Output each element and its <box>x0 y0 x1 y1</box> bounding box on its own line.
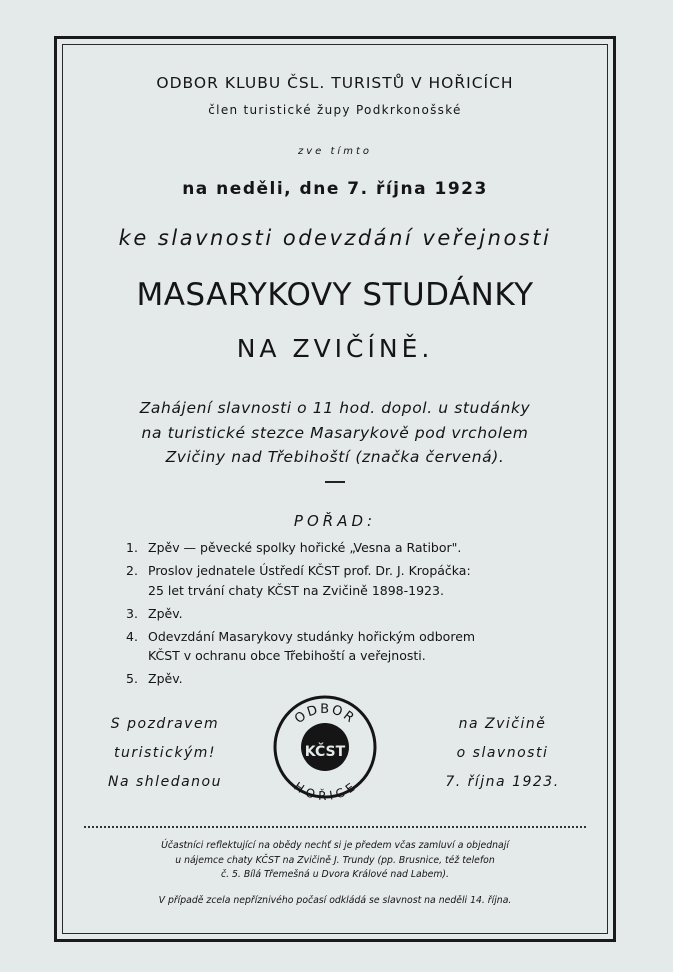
lunch-note <box>66 839 604 883</box>
greeting-line: na Zvičině <box>458 716 547 732</box>
program-item-text: Zpěv. <box>148 605 183 621</box>
program-heading: POŘAD: <box>293 512 377 530</box>
organization-name: ODBOR KLUBU ČSL. TURISTŮ V HOŘICÍCH <box>156 74 514 92</box>
greeting-left <box>80 710 250 797</box>
program-item-number: 4. <box>126 628 138 644</box>
club-emblem-logo <box>271 694 379 800</box>
note-line: Účastníci reflektující na obědy nechť si je předem včas zamluví a objednají <box>161 840 509 851</box>
program-item-text: 25 let trvání chaty KČST na Zvičině 1898-1923. <box>148 582 444 598</box>
event-subtitle: NA ZVIČÍNĚ. <box>236 334 434 363</box>
program-item-text: KČST v ochranu obce Třebihoští a veřejnosti. <box>148 648 426 663</box>
program-item-text: Zpěv — pěvecké spolky hořické „Vesna a Ratibor". <box>148 540 462 555</box>
start-info-line: Zvičiny nad Třebihoští (značka červená). <box>165 448 505 466</box>
program-item-number: 2. <box>126 563 138 578</box>
greeting-line: 7. října 1923. <box>445 774 560 790</box>
svg-text:HOŘICE <box>291 779 358 800</box>
emblem-top-text: ODBOR <box>292 701 359 728</box>
start-info-line: na turistické stezce Masarykově pod vrcholem <box>141 423 529 442</box>
invite-line: zve tímto <box>298 146 372 157</box>
start-info-line: Zahájení slavnosti o 11 hod. dopol. u studánky <box>139 399 531 417</box>
greeting-line: S pozdravem <box>110 716 220 732</box>
event-title: MASARYKOVY STUDÁNKY <box>136 277 534 313</box>
greeting-right <box>420 710 585 797</box>
greeting-line: Na shledanou <box>108 774 222 790</box>
program-item-text: Zpěv. <box>148 671 183 686</box>
program-item-number: 5. <box>126 671 138 686</box>
event-date: na neděli, dne 7. října 1923 <box>182 179 488 199</box>
program-item-text: Odevzdání Masarykovy studánky hořickým odborem <box>148 628 476 644</box>
divider-dash <box>325 481 345 483</box>
emblem-bottom-text: HOŘICE <box>291 779 359 800</box>
start-info <box>62 396 608 470</box>
program-item <box>122 561 562 600</box>
program-list <box>122 538 562 692</box>
greeting-line: turistickým! <box>113 745 217 761</box>
greeting-line: o slavnosti <box>456 745 549 761</box>
program-item <box>122 538 562 558</box>
program-item <box>122 604 562 624</box>
note-line: č. 5. Bílá Třemešná u Dvora Králové nad Labem). <box>220 869 450 880</box>
weather-note: V případě zcela nepříznivého počasí odkládá se slavnost na neděli 14. října. <box>158 895 512 906</box>
note-line: u nájemce chaty KČST na Zvičině J. Trundy (pp. Brusnice, též telefon <box>175 854 495 866</box>
emblem-monogram: KČST <box>304 744 346 760</box>
dotted-divider <box>84 826 586 828</box>
program-item-number: 3. <box>126 605 138 621</box>
program-item-number: 1. <box>126 540 138 555</box>
program-item <box>122 627 562 666</box>
membership-line: člen turistické župy Podkrkonošské <box>208 103 462 117</box>
inner-border <box>62 44 608 934</box>
program-item-text: Proslov jednatele Ústředí KČST prof. Dr. J. Kropáčka: <box>148 563 471 578</box>
program-item <box>122 669 562 689</box>
occasion-line: ke slavnosti odevzdání veřejnosti <box>118 226 552 250</box>
